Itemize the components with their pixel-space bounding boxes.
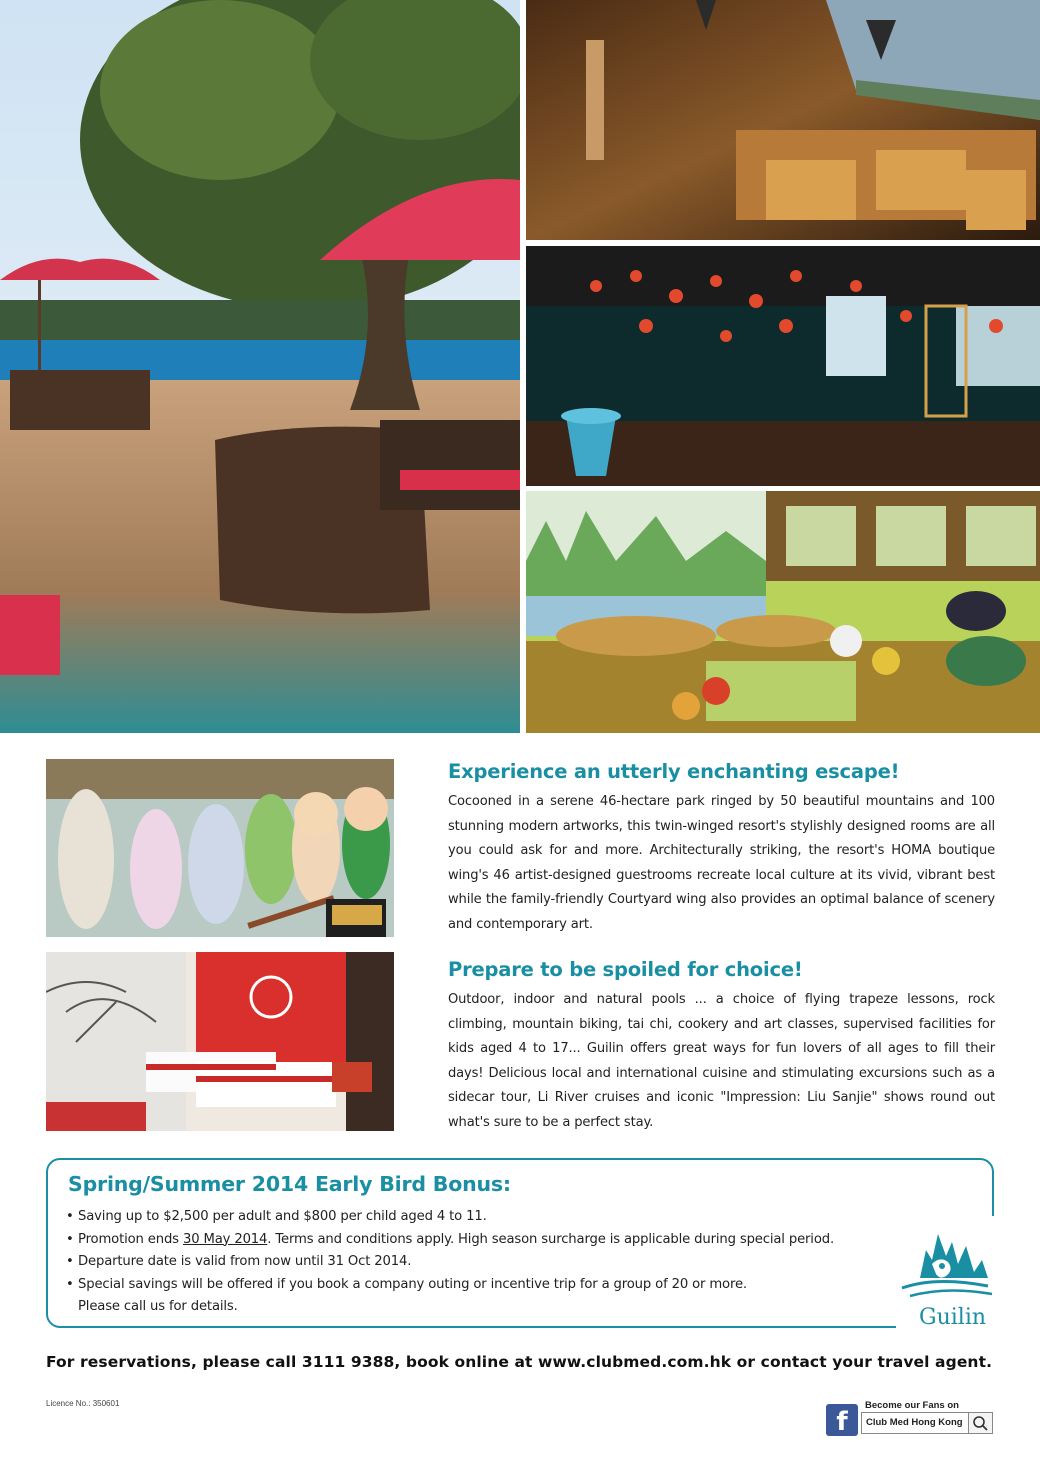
promo-title: Spring/Summer 2014 Early Bird Bonus: — [68, 1172, 511, 1196]
promo-item — [66, 1274, 834, 1297]
promo-item-text: Departure date is valid from now until 31 Oct 2014. — [78, 1254, 412, 1270]
restaurant-photo — [526, 0, 1040, 240]
section-body-escape: Cocooned in a serene 46-hectare park ringed by 50 beautiful mountains and 100 stunning modern artworks, this twin-winged resort's stylishly designed rooms are all you could ask for and more. Architecturally striking, the resort's HOMA boutique wing's 46 artist-designed guestrooms recreate local culture at its vivid, vibrant best while the family-friendly Courtyard wing also provides an optimal balance of scenery and contemporary art. — [448, 794, 995, 932]
section-body-choice: Outdoor, indoor and natural pools ... a choice of flying trapeze lessons, rock climbing, mountain biking, tai chi, cookery and art classes, supervised facilities for kids aged 4 to 17... Guilin offers great ways for fun lovers of all ages to fill their days! Delicious local and international cuisine and stimulating excursions such as a sidecar tour, Li River cruises and iconic "Impression: Liu Sanjie" shows round out what's sure to be a perfect stay. — [448, 992, 995, 1130]
promo-item-text: Saving up to $2,500 per adult and $800 per child aged 4 to 11. — [78, 1209, 487, 1224]
promo-item — [66, 1206, 834, 1229]
promo-item-text: . Terms and conditions apply. High season surcharge is applicable during special period. — [267, 1231, 835, 1247]
section-heading-choice: Prepare to be spoiled for choice! — [448, 958, 803, 981]
bedroom-photo — [46, 952, 394, 1131]
search-icon — [969, 1413, 993, 1433]
bullet: • — [66, 1276, 74, 1292]
promo-end-date: 30 May 2014 — [182, 1231, 268, 1247]
painted-dolls-photo — [46, 759, 394, 937]
lantern-bar-photo — [526, 246, 1040, 486]
facebook-search-text: Club Med Hong Kong — [866, 1417, 963, 1428]
promo-item-continuation: Please call us for details. — [78, 1299, 238, 1315]
promo-item-text: Special savings will be offered if you book a company outing or incentive trip for a group of 20 or more. — [78, 1276, 747, 1292]
pool-photo — [0, 0, 520, 733]
bullet: • — [66, 1231, 74, 1247]
kids-club-photo — [526, 491, 1040, 733]
licence-number: Licence No.: 350601 — [46, 1399, 120, 1408]
promo-item — [66, 1229, 834, 1252]
facebook-icon[interactable]: f — [826, 1404, 858, 1436]
facebook-search-box[interactable] — [861, 1412, 993, 1434]
facebook-widget[interactable] — [826, 1400, 996, 1436]
section-heading-escape: Experience an utterly enchanting escape! — [448, 760, 900, 783]
bullet: • — [66, 1209, 74, 1224]
promo-list — [66, 1206, 834, 1319]
promo-item — [66, 1251, 834, 1274]
facebook-caption: Become our Fans on — [865, 1400, 959, 1411]
promo-item-text: Promotion ends — [78, 1231, 183, 1247]
reservations-line: For reservations, please call 3111 9388, book online at www.clubmed.com.hk or contact your travel agent. — [46, 1353, 993, 1371]
search-button[interactable] — [968, 1413, 992, 1433]
bullet: • — [66, 1254, 74, 1270]
guilin-label: Guilin — [919, 1305, 987, 1330]
